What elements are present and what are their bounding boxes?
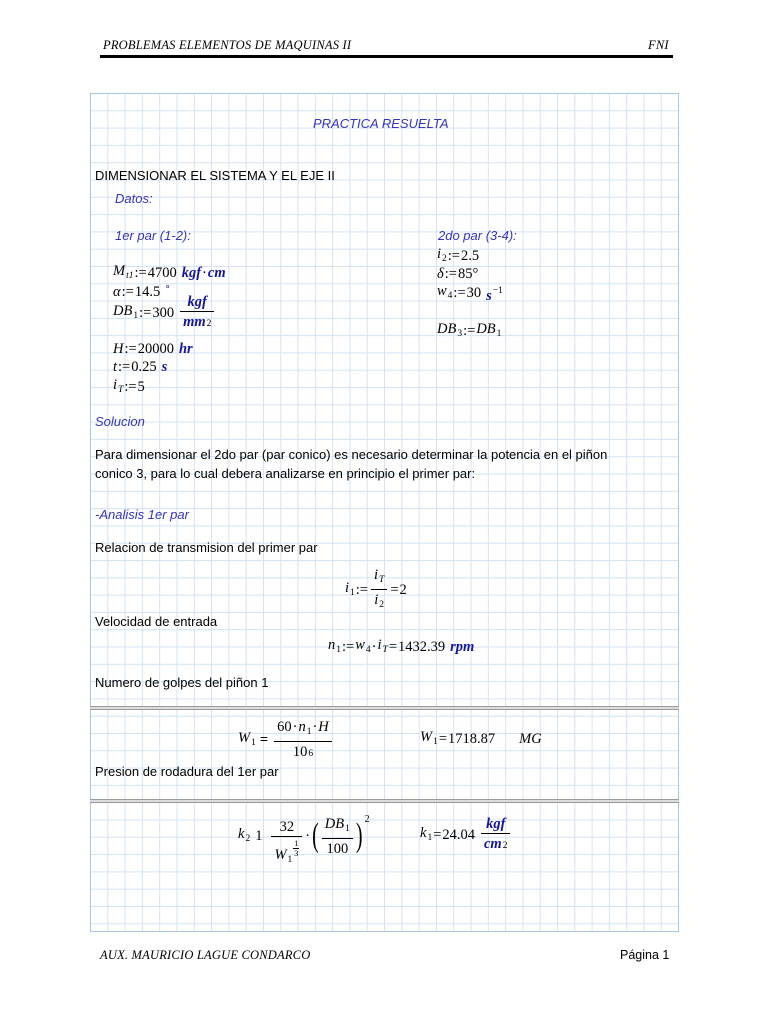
fraction-numerator <box>371 567 387 589</box>
symbol-subscript: 4 <box>365 644 371 655</box>
symbol-k1 <box>420 825 432 846</box>
value: 85° <box>457 266 479 282</box>
given-delta <box>437 264 478 284</box>
symbol-letter: W <box>420 728 433 745</box>
ratio-i1 <box>345 567 407 610</box>
assign-operator: := <box>453 285 466 301</box>
symbol-w1 <box>238 730 256 751</box>
symbol-subscript: 4 <box>447 290 453 301</box>
equals-operator: = <box>390 582 399 598</box>
symbol-h: H <box>318 718 329 735</box>
unit-degree: ° <box>165 284 170 295</box>
symbol-letter: k <box>238 825 245 842</box>
symbol-mt1 <box>113 263 133 284</box>
speed-label: Velocidad de entrada <box>95 614 218 629</box>
constant: 100 <box>326 840 349 857</box>
ratio-label: Relacion de transmision del primer par <box>95 540 318 555</box>
symbol-it <box>377 637 387 658</box>
assign-operator: := <box>447 248 460 264</box>
symbol-subscript: T <box>379 575 385 585</box>
symbol-subscript: 1 <box>350 587 355 598</box>
symbol-db1 <box>325 816 350 837</box>
footer-page-number: Página 1 <box>620 948 670 962</box>
symbol-subscript: 1 <box>336 644 341 655</box>
equals-operator: = <box>433 827 442 843</box>
symbol-subscript: 1 <box>433 736 438 747</box>
solution-label: Solucion <box>95 414 145 429</box>
multiply-dot: · <box>305 828 311 844</box>
symbol-w1 <box>420 729 438 750</box>
unit-fraction <box>481 816 510 854</box>
symbol-subscript: T <box>382 644 388 655</box>
power-exponent: 2 <box>364 814 370 825</box>
given-i2 <box>437 246 479 266</box>
pair2-label: 2do par (3-4): <box>438 228 517 243</box>
symbol-letter: DB <box>113 302 133 319</box>
unit-exponent: −1 <box>492 285 503 296</box>
assign-operator: := <box>118 359 131 375</box>
value: 5 <box>137 379 145 395</box>
fraction-numerator <box>271 819 302 836</box>
fraction-denominator <box>371 589 387 613</box>
given-mt1 <box>113 263 226 283</box>
cycles-w1-definition <box>238 720 334 760</box>
symbol-subscript: 1 <box>345 823 350 834</box>
fraction <box>274 719 332 762</box>
result-value: 2 <box>399 582 407 598</box>
pressure-k-definition <box>238 806 370 866</box>
constant: 32 <box>279 818 295 835</box>
multiply-dot: · <box>312 718 318 735</box>
fraction-numerator <box>274 719 332 741</box>
fraction <box>371 567 387 613</box>
value: 4700 <box>147 265 177 281</box>
fraction-numerator <box>180 294 214 311</box>
symbol-i2 <box>374 592 384 613</box>
symbol-letter: i <box>374 592 379 608</box>
symbol-subscript: 2 <box>442 253 447 264</box>
unit-exponent: 2 <box>502 841 508 851</box>
fraction-denominator <box>481 833 510 854</box>
given-h <box>113 339 193 359</box>
symbol-subscript: 1 <box>133 310 139 321</box>
symbol-n1 <box>328 637 341 658</box>
value: 0.25 <box>131 359 157 375</box>
symbol-letter: i <box>377 636 382 653</box>
symbol-letter: w <box>355 636 365 653</box>
symbol-letter: i <box>345 579 350 596</box>
symbol-delta: δ <box>437 266 444 282</box>
given-db1 <box>113 295 216 331</box>
assign-operator: := <box>124 341 137 357</box>
symbol-k2 <box>238 826 250 847</box>
symbol-subscript: 3 <box>457 328 463 339</box>
unit-dot: · <box>202 265 207 281</box>
exponent-fraction <box>293 839 299 858</box>
assign-operator: := <box>444 266 457 282</box>
symbol-db1 <box>476 321 501 342</box>
worksheet-title: PRACTICA RESUELTA <box>313 116 449 131</box>
fraction <box>271 819 302 868</box>
solution-intro-line: conico 3, para lo cual debera analizarse en principio el primer par: <box>95 466 476 481</box>
unit-kgf: kgf <box>181 265 202 281</box>
fraction-denominator <box>274 741 332 762</box>
symbol-letter: i <box>437 245 442 262</box>
symbol-h: H <box>113 341 124 357</box>
unit-rpm: rpm <box>450 639 475 655</box>
unit-group <box>486 283 503 304</box>
solution-intro-line: Para dimensionar el 2do par (par conico) es necesario determinar la potencia en el piñon <box>95 447 608 462</box>
fraction-numerator <box>322 816 353 838</box>
assign-operator: := <box>134 265 147 281</box>
symbol-subscript: 2 <box>379 600 385 610</box>
assign-operator: := <box>124 379 137 395</box>
cycles-label: Numero de golpes del piñon 1 <box>95 675 269 690</box>
fraction-denominator <box>322 838 353 857</box>
unit-s: s <box>486 287 492 304</box>
value: 14.5 <box>134 284 161 300</box>
unit-hr: hr <box>178 341 193 357</box>
power-base: 10 <box>292 743 308 760</box>
region-separator <box>90 706 679 710</box>
symbol-subscript: t1 <box>126 270 134 281</box>
footer-author: AUX. MAURICIO LAGUE CONDARCO <box>100 948 311 962</box>
unit-cm: cm <box>484 836 502 852</box>
cycles-w1-result <box>420 729 542 749</box>
value: 20000 <box>137 341 174 357</box>
assign-operator: := <box>342 639 355 655</box>
symbol-letter: k <box>420 824 427 841</box>
symbol-subscript: 1 <box>427 832 433 843</box>
header-title: PROBLEMAS ELEMENTOS DE MAQUINAS II <box>103 38 352 52</box>
symbol-subscript: 1 <box>287 854 293 865</box>
value: 300 <box>152 305 175 321</box>
analysis-label: -Analisis 1er par <box>95 507 189 522</box>
exponent-numerator: 1 <box>294 838 299 848</box>
speed-n1 <box>328 637 474 657</box>
symbol-t: t <box>113 359 118 375</box>
unit-mg: MG <box>519 731 542 747</box>
pressure-label: Presion de rodadura del 1er par <box>95 764 279 779</box>
header-code: FNI <box>648 38 669 52</box>
symbol-it <box>113 377 123 398</box>
pair1-label: 1er par (1-2): <box>115 228 191 243</box>
symbol-letter: n <box>298 718 306 735</box>
symbol-subscript: 2 <box>245 833 251 844</box>
fraction-denominator <box>271 836 302 868</box>
symbol-letter: w <box>437 282 447 299</box>
assign-operator: := <box>121 284 134 300</box>
header-rule <box>100 55 673 58</box>
symbol-letter: W <box>274 846 287 863</box>
symbol-n1 <box>298 719 311 740</box>
symbol-it <box>374 567 384 588</box>
unit-cm: cm <box>207 265 226 281</box>
unit-fraction <box>180 294 214 332</box>
unit-kgf: kgf <box>187 294 207 310</box>
multiply-dot: · <box>292 718 298 735</box>
symbol-letter: DB <box>476 320 496 337</box>
symbol-letter: n <box>328 636 336 653</box>
fraction-numerator <box>481 816 510 833</box>
symbol-letter: i <box>113 376 118 393</box>
power-exponent: 6 <box>308 748 314 759</box>
symbol-w4 <box>355 637 370 658</box>
equals-operator: = <box>388 639 397 655</box>
symbol-letter: DB <box>324 815 345 832</box>
symbol-db3 <box>437 321 462 342</box>
symbol-subscript: T <box>118 384 124 395</box>
left-paren: ( <box>312 817 319 855</box>
trailing-digit: 1 <box>255 828 263 844</box>
symbol-letter: DB <box>437 320 457 337</box>
given-it <box>113 377 145 397</box>
fraction <box>322 816 353 857</box>
unit-kgf: kgf <box>486 816 506 832</box>
symbol-db1 <box>113 303 138 324</box>
fraction-denominator <box>180 311 214 332</box>
value: 30 <box>466 285 482 301</box>
symbol-w4 <box>437 283 452 304</box>
unit-s: s <box>161 359 168 375</box>
symbol-alpha: α <box>113 284 121 300</box>
symbol-subscript: 1 <box>251 737 256 748</box>
assign-operator: := <box>355 582 368 598</box>
unit-mm: mm <box>183 314 206 330</box>
value: 2.5 <box>461 248 480 264</box>
exponent-denominator: 3 <box>294 848 299 858</box>
given-w4 <box>437 283 503 303</box>
result-value: 1718.87 <box>448 731 496 747</box>
multiply-dot: · <box>371 639 377 655</box>
equals-operator: = <box>259 732 269 748</box>
unit-exponent: 2 <box>206 319 212 329</box>
assign-operator: := <box>139 305 152 321</box>
result-value: 24.04 <box>442 827 475 843</box>
result-value: 1432.39 <box>398 639 446 655</box>
given-db3 <box>437 321 501 341</box>
symbol-subscript: 1 <box>496 328 502 339</box>
symbol-w1 <box>274 847 292 868</box>
assign-operator: := <box>463 323 476 339</box>
region-separator <box>90 799 679 803</box>
equals-operator: = <box>438 731 448 747</box>
symbol-i1 <box>345 580 355 601</box>
data-label: Datos: <box>115 191 153 206</box>
constant: 60 <box>277 718 292 735</box>
symbol-subscript: 1 <box>306 726 312 737</box>
right-paren: ) <box>355 817 363 855</box>
pressure-k-result <box>420 817 512 853</box>
task-statement: DIMENSIONAR EL SISTEMA Y EL EJE II <box>95 168 335 183</box>
symbol-letter: i <box>374 567 379 583</box>
given-t <box>113 357 167 377</box>
symbol-letter: M <box>113 262 126 279</box>
symbol-letter: W <box>238 729 251 746</box>
